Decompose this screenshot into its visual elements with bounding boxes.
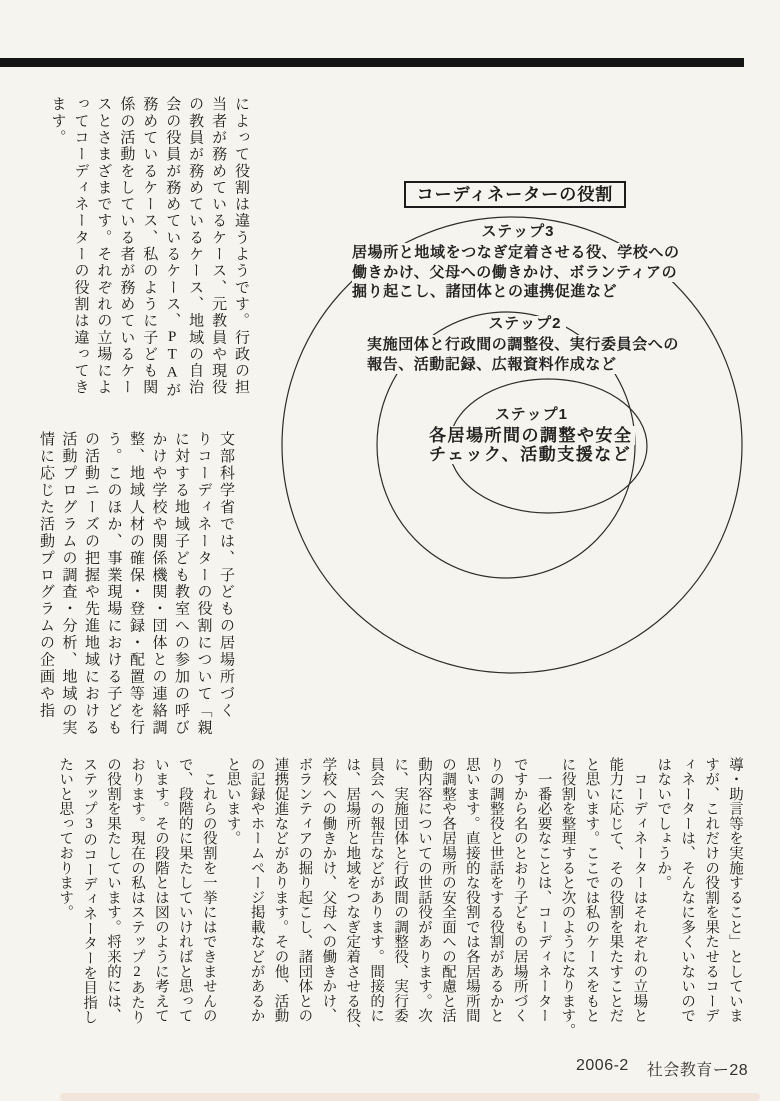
text-column: 導・助言等を実施すること」としていま — [727, 757, 743, 1024]
step-3-text-line: 居場所と地域をつなぎ定着させる役、学校への — [352, 244, 680, 261]
step-2-text-line: 報告、活動記録、広報資料作成など — [367, 355, 617, 373]
text-column: 文部科学省では、子どもの居場所づく — [218, 431, 234, 720]
text-column: に、実施団体と行政間の調整役、実行委 — [392, 757, 409, 1024]
step-3-label: ステップ3 — [477, 224, 558, 239]
text-column: ィネーターは、そんなに多くいないので — [679, 757, 696, 1024]
text-column: すが、これだけの役割を果たせるコーデ — [703, 757, 720, 1024]
text-column: の調整や各居場所の安全面への配慮と活 — [439, 757, 456, 1024]
text-column: 活動プログラムの調査・分析、地域の実 — [60, 431, 77, 737]
diagram-step-2 — [367, 316, 683, 374]
step-2-label: ステップ2 — [484, 316, 565, 331]
text-column: これらの役割を一挙にはできませんの — [200, 757, 217, 1024]
text-column: 係の活動をしている者が務めているケー — [118, 96, 135, 396]
text-column: 情に応じた活動プログラムの企画や指 — [38, 431, 54, 720]
text-column: ってコーディネーターの役割は違ってき — [72, 96, 89, 396]
diagram-step-1 — [429, 407, 634, 464]
step-1-text-line: チェック、活動支援など — [429, 445, 632, 464]
text-column: 連携促進などがあります。その他、活動 — [272, 757, 289, 1024]
text-column: ですから名のとおり子どもの居場所づく — [511, 757, 528, 1024]
text-column: は、居場所と地域をつなぎ定着させる役、 — [344, 757, 361, 1039]
text-column: 会の役員が務めているケース、PTAが — [164, 96, 181, 399]
text-column: 思います。直接的な役割では各居場所間 — [463, 757, 480, 1024]
text-column: 務めているケース、私のように子ども関 — [141, 96, 158, 396]
page-footer — [576, 1057, 748, 1080]
diagram-step-3 — [352, 224, 684, 302]
text-column: と思います。 — [224, 757, 241, 846]
text-column: ステップ3のコーディネーターを目指し — [81, 757, 98, 1025]
text-column: スとさまざまです。それぞれの立場によ — [95, 96, 112, 396]
text-column: かけや学校や関係機関・団体との連絡調 — [150, 431, 167, 737]
text-column: 員会への報告などがあります。間接的に — [368, 757, 385, 1024]
text-column: おります。現在の私はステップ2あたり — [128, 757, 145, 1025]
step-1-text-line: 各居場所間の調整や安全 — [429, 426, 633, 445]
text-column: 整、地域人材の確保・登録・配置等を行 — [128, 431, 144, 737]
text-column: の教員が務めているケース、地域の自治 — [187, 96, 204, 396]
step-3-text-line: 働きかけ、父母への働きかけ、ボランティアの — [352, 263, 678, 281]
step-1-label: ステップ1 — [491, 407, 572, 422]
text-column: りの調整役と世話をする役割があるかと — [487, 757, 504, 1024]
article-block-bottom — [52, 757, 746, 1053]
step-3-text-line: 掘り起こし、諸団体との連携促進など — [352, 283, 618, 300]
text-column: ます。 — [49, 96, 66, 146]
step-2-text-line: 実施団体と行政間の調整役、実行委員会への — [367, 336, 680, 353]
text-column: で、段階的に果たしていければと思って — [176, 757, 193, 1024]
text-column: に役割を整理すると次のようになります。 — [559, 757, 576, 1039]
text-column: う。このほか、事業現場における子ども — [105, 431, 122, 737]
text-column: たいと思っております。 — [57, 757, 74, 920]
text-column: の活動ニーズの把握や先進地域における — [83, 431, 99, 737]
text-column: コーディネーターはそれぞれの立場と — [631, 757, 648, 1024]
text-column: りコーディネーターの役割について「親 — [195, 431, 212, 737]
page-number: 社会教育ー28 — [646, 1062, 749, 1079]
issue-label: 2006-2 — [576, 1057, 629, 1074]
text-column: に対する地域子ども教室への参加の呼び — [173, 431, 189, 737]
scan-edge-artifact — [60, 1093, 760, 1101]
text-column: はないでしょうか。 — [655, 757, 672, 891]
text-column: 当者が務めているケース、元教員や現役 — [210, 96, 227, 396]
text-column: の役割を果たしています。将来的には、 — [105, 757, 122, 1024]
text-column: 一番必要なことは、コーディネーター — [535, 757, 552, 1024]
text-column: 能力に応じて、その役割を果たすことだ — [607, 757, 624, 1024]
text-column: によって役割は違うようです。行政の担 — [233, 96, 249, 396]
text-column: います。その段階とは図のように考えて — [152, 757, 169, 1024]
text-column: と思います。ここでは私のケースをもと — [583, 757, 600, 1024]
text-column: 動内容についての世話役があります。次 — [416, 757, 433, 1024]
text-column: 学校への働きかけ、父母への働きかけ、 — [320, 757, 337, 1024]
text-column: ボランティアの掘り起こし、諸団体との — [296, 757, 313, 1024]
text-column: の記録やホームページ掲載などがあるか — [248, 757, 265, 1024]
diagram-title: コーディネーターの役割 — [404, 181, 626, 208]
